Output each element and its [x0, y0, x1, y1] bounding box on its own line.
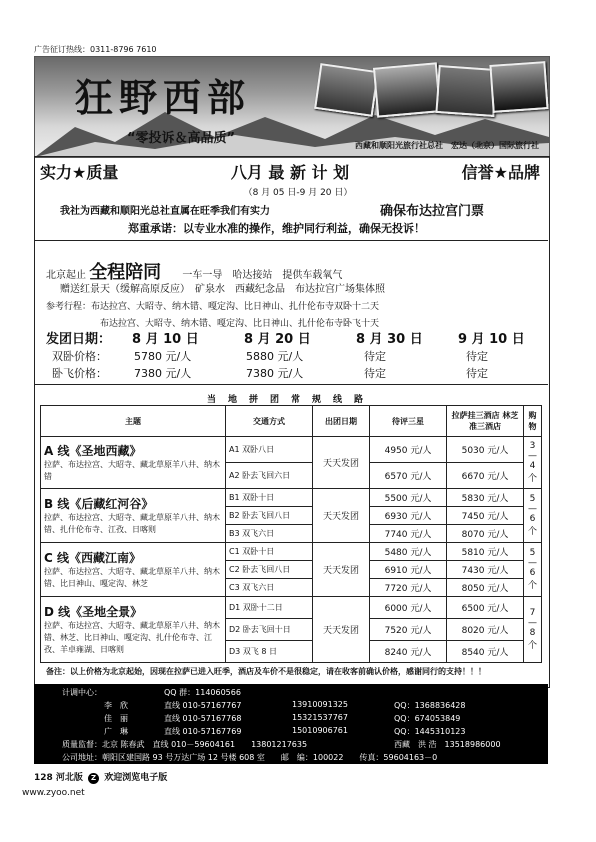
transport-cell: B1 双卧十日 [226, 489, 313, 507]
contact-mobile: 13910091325 [292, 700, 348, 709]
price-cell: 7520 元/人 [370, 619, 447, 641]
ad-hotline: 广告征订热线：0311-8796 7610 [34, 45, 157, 54]
contact-mobile: 15010906761 [292, 726, 348, 735]
price-value: 7380 元/人 [246, 367, 304, 380]
price-value: 待定 [364, 350, 386, 363]
price-value: 5880 元/人 [246, 350, 304, 363]
contact-tel: 直线 010-57167767 [164, 701, 242, 710]
price-cell: 6500 元/人 [447, 597, 524, 619]
price-value: 待定 [364, 367, 386, 380]
price-cell: 7450 元/人 [447, 507, 524, 525]
features-text: 一车一导 哈达接站 提供车载氧气 [182, 270, 343, 281]
departure-date: 8 月 20 日 [244, 332, 311, 347]
price-label: 双卧价格： [52, 350, 107, 363]
departure-label: 发团日期： [46, 332, 112, 347]
shop-cell: 3—4 个 [524, 437, 542, 489]
transport-cell: A1 双卧八日 [226, 437, 313, 463]
route-cell [41, 489, 226, 543]
price-cell: 8240 元/人 [370, 641, 447, 663]
transport-cell: D1 双卧十二日 [226, 597, 313, 619]
company-address: 公司地址：朝阳区建国路 93 号万达广场 12 号楼 608 室 邮 编：100022 传真：59604163－0 [62, 753, 438, 762]
transport-cell: D3 双飞 8 日 [226, 641, 313, 663]
shop-cell: 5—6 个 [524, 489, 542, 543]
transport-cell: C2 卧去飞回八日 [226, 561, 313, 579]
departure-row [46, 328, 525, 347]
tagline-right: 信誉★品牌 [461, 163, 540, 182]
price-row-double-sleeper [52, 348, 488, 364]
route-name: A 线《圣地西藏》 [44, 444, 142, 458]
escort-label: 全程陪同 [89, 262, 162, 283]
price-value: 待定 [466, 350, 488, 363]
price-cell: 7430 元/人 [447, 561, 524, 579]
contact-tel: 直线 010-57167768 [164, 714, 242, 723]
price-cell: 7740 元/人 [370, 525, 447, 543]
transport-cell: C3 双飞六日 [226, 579, 313, 597]
banner-slogan: “零投诉＆高品质” [127, 131, 236, 146]
price-cell: 7720 元/人 [370, 579, 447, 597]
price-cell: 6670 元/人 [447, 463, 524, 489]
route-desc: 拉萨、布达拉宫、大昭寺、藏北草原羊八井、纳木错、林芝、比日神山、嘎定沟、扎什伦布寺、江孜、羊卓雍湖、日喀则 [44, 621, 220, 654]
price-cell: 6570 元/人 [370, 463, 447, 489]
price-cell: 6000 元/人 [370, 597, 447, 619]
contact-qq: QQ：1368836428 [394, 701, 466, 710]
agency-name: 西藏和顺阳光旅行社总社 宏达（北京）国际旅行社 [355, 141, 539, 150]
tibet-photo-1 [314, 63, 379, 117]
price-cell: 8050 元/人 [447, 579, 524, 597]
brand-icon: Z [88, 773, 99, 784]
route-desc: 拉萨、布达拉宫、大昭寺、藏北草原羊八井、纳木错 [44, 460, 220, 481]
price-cell: 5830 元/人 [447, 489, 524, 507]
transport-cell: B2 卧去飞回八日 [226, 507, 313, 525]
table-header-row [41, 406, 542, 437]
banner [34, 56, 550, 158]
transport-cell: B3 双飞六日 [226, 525, 313, 543]
route-name: B 线《后藏红河谷》 [44, 497, 154, 511]
route-cell [41, 597, 226, 663]
contact-mobile: 15321537767 [292, 713, 348, 722]
date-cell: 天天发团 [313, 437, 370, 489]
divider [34, 384, 548, 385]
route-cell [41, 437, 226, 489]
gift-text: 赠送红景天（缓解高原反应） 矿泉水 西藏纪念品 布达拉宫广场集体照 [60, 284, 385, 295]
promise-text: 郑重承诺：以专业水准的操作，维护同行利益，确保无投诉！ [128, 222, 425, 235]
route-cell [41, 543, 226, 597]
page-brand: 欢迎浏览电子版 [104, 773, 168, 783]
transport-cell: D2 卧去飞回十日 [226, 619, 313, 641]
tibet-photo-3 [435, 65, 497, 117]
date-cell: 天天发团 [313, 489, 370, 543]
dispatch-center-label: 计调中心： [62, 688, 102, 697]
contact-qq: QQ：1445310123 [394, 727, 466, 736]
divider [34, 240, 548, 241]
price-cell: 5810 元/人 [447, 543, 524, 561]
price-cell: 8540 元/人 [447, 641, 524, 663]
routes-table [40, 405, 542, 663]
header-cell: 出团日期 [313, 406, 370, 437]
contact-block [34, 684, 548, 764]
price-cell: 8070 元/人 [447, 525, 524, 543]
route-desc: 拉萨、布达拉宫、大昭寺、藏北草原羊八井、纳木错、比日神山、嘎定沟、林芝 [44, 567, 220, 588]
header-cell: 主题 [41, 406, 226, 437]
departure-date: 9 月 10 日 [458, 332, 525, 347]
table-row [41, 597, 542, 619]
shop-cell: 7—8 个 [524, 597, 542, 663]
departure-date: 8 月 30 日 [356, 332, 423, 347]
tibet-contact: 西藏 洪 浩 13518986000 [394, 740, 501, 749]
ref-itinerary-2: 布达拉宫、大昭寺、纳木错、嘎定沟、比日神山、扎什伦布寺卧飞十天 [100, 319, 380, 329]
origin-label: 北京起止 [46, 270, 86, 281]
route-name: C 线《西藏江南》 [44, 551, 141, 565]
tagline-left: 实力★质量 [40, 163, 119, 182]
tagline-row [40, 160, 540, 183]
price-value: 7380 元/人 [134, 367, 192, 380]
ref-itinerary-1: 参考行程：布达拉宫、大昭寺、纳木错、嘎定沟、比日神山、扎什伦布寺双卧十二天 [46, 302, 380, 312]
price-cell: 4950 元/人 [370, 437, 447, 463]
departure-date: 8 月 10 日 [132, 332, 199, 347]
contact-name: 佳 丽 [104, 714, 128, 723]
price-cell: 5030 元/人 [447, 437, 524, 463]
table-row [41, 437, 542, 463]
price-cell: 8020 元/人 [447, 619, 524, 641]
assurance-highlight: 确保布达拉宫门票 [380, 204, 485, 219]
route-name: D 线《圣地全景》 [44, 605, 143, 619]
price-label: 卧飞价格： [52, 367, 107, 380]
table-row [41, 543, 542, 561]
header-cell: 待评三星 [370, 406, 447, 437]
route-desc: 拉萨、布达拉宫、大昭寺、藏北草原羊八井、纳木错、扎什伦布寺、江孜、日喀则 [44, 513, 220, 534]
header-cell: 购物 [524, 406, 542, 437]
remark-note: 备注：以上价格为北京起始，因现在拉萨已进入旺季，酒店及车价不是很稳定，请在收客前确认价格，感谢同行的支持！！！ [46, 667, 486, 676]
contact-name: 李 欣 [104, 701, 128, 710]
price-value: 待定 [466, 367, 488, 380]
header-cell: 拉萨挂三酒店 林芝准三酒店 [447, 406, 524, 437]
price-cell: 5480 元/人 [370, 543, 447, 561]
header-cell: 交通方式 [226, 406, 313, 437]
date-cell: 天天发团 [313, 597, 370, 663]
qq-group: QQ 群：114060566 [164, 688, 241, 697]
tibet-photo-4 [489, 61, 548, 113]
price-row-sleeper-flight [52, 365, 488, 381]
transport-cell: C1 双卧十日 [226, 543, 313, 561]
date-cell: 天天发团 [313, 543, 370, 597]
price-cell: 6930 元/人 [370, 507, 447, 525]
tibet-photo-2 [373, 62, 441, 117]
page-number [34, 770, 167, 784]
table-row [41, 489, 542, 507]
banner-title: 狂野西部 [75, 75, 252, 120]
website-link[interactable]: www.zyoo.net [22, 788, 85, 798]
quality-supervisor: 质量监督：北京 陈春武 直线 010－59604161 13801217635 [62, 740, 308, 749]
contact-tel: 直线 010-57167769 [164, 727, 242, 736]
price-value: 5780 元/人 [134, 350, 192, 363]
routes-table-title: 当地拼团常规线路 [206, 395, 375, 405]
plan-dates: （8 月 05 日-9 月 20 日） [243, 188, 353, 198]
contact-qq: QQ：674053849 [394, 714, 461, 723]
shop-cell: 5—6 个 [524, 543, 542, 597]
price-cell: 5500 元/人 [370, 489, 447, 507]
tagline-center: 八月 最 新 计 划 [230, 163, 350, 182]
assurance-text: 我社为西藏和顺阳光总社直属在旺季我们有实力 [60, 206, 270, 217]
page-label: 128 河北版 [34, 773, 83, 783]
price-cell: 6910 元/人 [370, 561, 447, 579]
contact-name: 广 琳 [104, 727, 128, 736]
transport-cell: A2 卧去飞回六日 [226, 463, 313, 489]
